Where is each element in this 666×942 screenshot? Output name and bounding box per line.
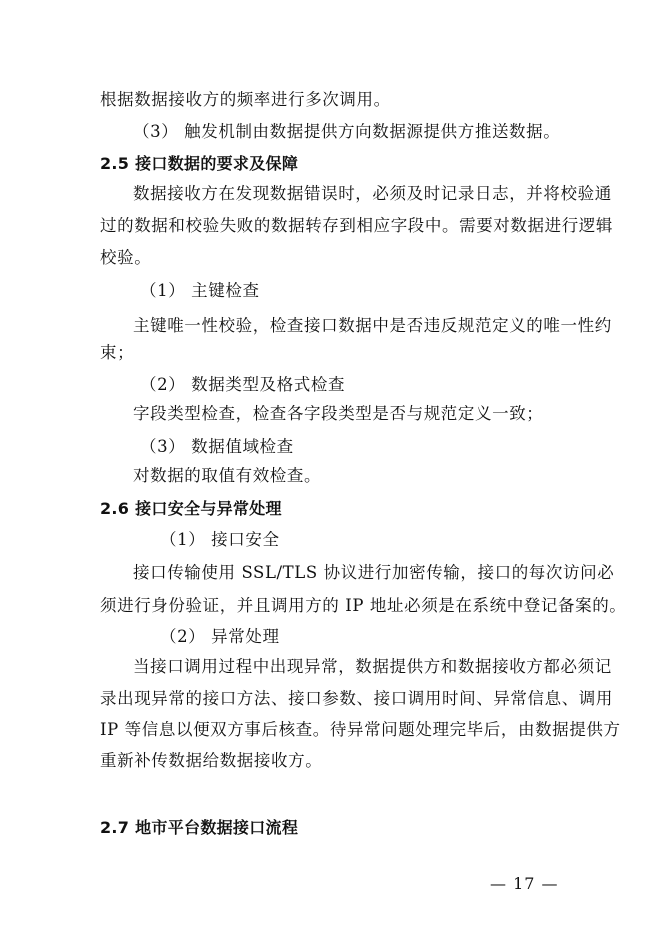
list-item-line: （3） 数据值域检查 <box>140 437 294 456</box>
paragraph-line: 当接口调用过程中出现异常，数据提供方和数据接收方都必须记 <box>133 657 612 676</box>
list-item-line: （2） 数据类型及格式检查 <box>140 375 346 394</box>
paragraph-line: IP 等信息以便双方事后核查。待异常问题处理完毕后，由数据提供方 <box>100 720 621 739</box>
paragraph-line: 字段类型检查，检查各字段类型是否与规范定义一致； <box>133 404 544 423</box>
paragraph-line: 根据数据接收方的频率进行多次调用。 <box>100 90 391 109</box>
paragraph-line: 重新补传数据给数据接收方。 <box>100 751 323 770</box>
paragraph-line: 数据接收方在发现数据错误时，必须及时记录日志，并将校验通 <box>133 184 612 203</box>
section-heading-2-7: 2.7 地市平台数据接口流程 <box>100 818 299 837</box>
paragraph-line: 主键唯一性校验，检查接口数据中是否违反规范定义的唯一性约 <box>133 316 612 335</box>
paragraph-line: 接口传输使用 SSL/TLS 协议进行加密传输，接口的每次访问必 <box>133 563 615 582</box>
paragraph-line: 束； <box>100 343 135 362</box>
paragraph-line: 须进行身份验证，并且调用方的 IP 地址必须是在系统中登记备案的。 <box>100 596 627 615</box>
list-item-line: （1） 主键检查 <box>140 281 260 300</box>
list-item-line: （1） 接口安全 <box>160 530 280 549</box>
paragraph-line: 校验。 <box>100 248 152 267</box>
paragraph-line: 对数据的取值有效检查。 <box>133 466 322 485</box>
paragraph-line: 过的数据和校验失败的数据转存到相应字段中。需要对数据进行逻辑 <box>100 216 613 235</box>
section-heading-2-6: 2.6 接口安全与异常处理 <box>100 499 282 518</box>
section-heading-2-5: 2.5 接口数据的要求及保障 <box>100 154 299 173</box>
list-item-line: （2） 异常处理 <box>160 627 280 646</box>
list-item-line: （3） 触发机制由数据提供方向数据源提供方推送数据。 <box>133 122 561 141</box>
page-number: — 17 — <box>490 874 559 893</box>
paragraph-line: 录出现异常的接口方法、接口参数、接口调用时间、异常信息、调用 <box>100 689 613 708</box>
